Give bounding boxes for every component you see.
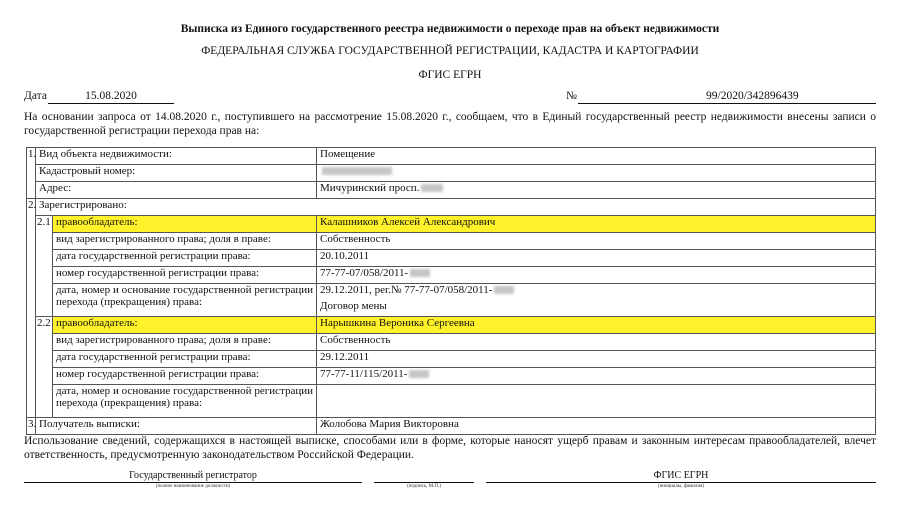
row-number: 1. (27, 148, 36, 199)
registrar-title: Государственный регистратор (24, 470, 362, 483)
redacted-number (410, 269, 430, 277)
date-label: Дата (24, 90, 47, 102)
right-type-label: вид зарегистрированного права; доля в праве: (53, 233, 317, 250)
redacted-number (409, 370, 429, 378)
table-row (27, 216, 876, 233)
usage-notice: Использование сведений, содержащихся в настоящей выписке, способами или в форме, которые наносят ущерб правам и законным интересам правообладателей, влечет ответственность, предусмотренную законодательством Российской Федерации. (24, 435, 876, 461)
basis-document (317, 401, 876, 418)
intro-paragraph: На основании запроса от 14.08.2020 г., поступившего на рассмотрение 15.08.2020 г., сообщаем, что в Единый государственный реестр недвижимости внесены записи о государственной регистрации перехода прав на: (24, 111, 876, 137)
object-type-label: Вид объекта недвижимости: (36, 148, 317, 165)
date-value: 15.08.2020 (48, 90, 174, 104)
number-value: 99/2020/342896439 (706, 90, 799, 102)
rights-table (26, 147, 876, 435)
row-number: 2. (27, 199, 36, 418)
sub-number: 2.2 (36, 317, 53, 418)
basis-value: 29.12.2011, рег.№ 77-77-07/058/2011- (317, 284, 876, 301)
signature-caption: (подпись, М.П.) (407, 484, 441, 489)
recipient-value: Жолобова Мария Викторовна (317, 418, 876, 435)
holder-value: Нарышкина Вероника Сергеевна (317, 317, 876, 334)
number-field (578, 90, 876, 104)
signature-line (374, 470, 474, 483)
reg-number-value: 77-77-07/058/2011- (317, 267, 876, 284)
basis-label: дата, номер и основание государственной регистрации перехода (прекращения) права: (53, 284, 317, 317)
table-row (27, 317, 876, 334)
table-row (27, 267, 876, 284)
reg-number-label: номер государственной регистрации права: (53, 267, 317, 284)
system-caption: (инициалы, фамилия) (657, 484, 705, 489)
reg-number-label: номер государственной регистрации права: (53, 368, 317, 385)
holder-label: правообладатель: (53, 317, 317, 334)
reg-number-value: 77-77-11/115/2011- (317, 368, 876, 385)
table-row (27, 199, 876, 216)
address-label: Адрес: (36, 182, 317, 199)
registrar-caption: (полное наименование должности) (155, 484, 231, 489)
table-row (27, 385, 876, 402)
table-row (27, 148, 876, 165)
reg-date-value: 29.12.2011 (317, 351, 876, 368)
table-row (27, 165, 876, 182)
row-number: 3. (27, 418, 36, 435)
table-row (27, 233, 876, 250)
table-row (27, 250, 876, 267)
basis-document: Договор мены (317, 300, 876, 317)
document-title: Выписка из Единого государственного реестра недвижимости о переходе прав на объект недвижимости (180, 23, 720, 35)
basis-label: дата, номер и основание государственной регистрации перехода (прекращения) права: (53, 385, 317, 418)
redacted-basis-number (494, 286, 514, 294)
redacted-cadastral (322, 167, 392, 175)
number-label: № (566, 90, 577, 102)
right-type-value: Собственность (317, 334, 876, 351)
system-name: ФГИС ЕГРН (418, 69, 482, 81)
table-row (27, 351, 876, 368)
right-type-value: Собственность (317, 233, 876, 250)
address-value: Мичуринский просп. (317, 182, 876, 199)
registered-label: Зарегистрировано: (36, 199, 876, 216)
basis-value (317, 385, 876, 402)
agency-name: ФЕДЕРАЛЬНАЯ СЛУЖБА ГОСУДАРСТВЕННОЙ РЕГИСТРАЦИИ, КАДАСТРА И КАРТОГРАФИИ (201, 45, 699, 57)
table-row (27, 182, 876, 199)
redacted-address (421, 184, 443, 192)
table-row (27, 334, 876, 351)
sub-number: 2.1 (36, 216, 53, 317)
system-signature: ФГИС ЕГРН (486, 470, 876, 483)
recipient-label: Получатель выписки: (36, 418, 317, 435)
object-type-value: Помещение (317, 148, 876, 165)
table-row (27, 284, 876, 301)
table-row (27, 418, 876, 435)
table-row (27, 368, 876, 385)
holder-label: правообладатель: (53, 216, 317, 233)
reg-date-label: дата государственной регистрации права: (53, 250, 317, 267)
holder-value: Калашников Алексей Александрович (317, 216, 876, 233)
reg-date-label: дата государственной регистрации права: (53, 351, 317, 368)
cadastral-value (317, 165, 876, 182)
cadastral-label: Кадастровый номер: (36, 165, 317, 182)
reg-date-value: 20.10.2011 (317, 250, 876, 267)
right-type-label: вид зарегистрированного права; доля в праве: (53, 334, 317, 351)
